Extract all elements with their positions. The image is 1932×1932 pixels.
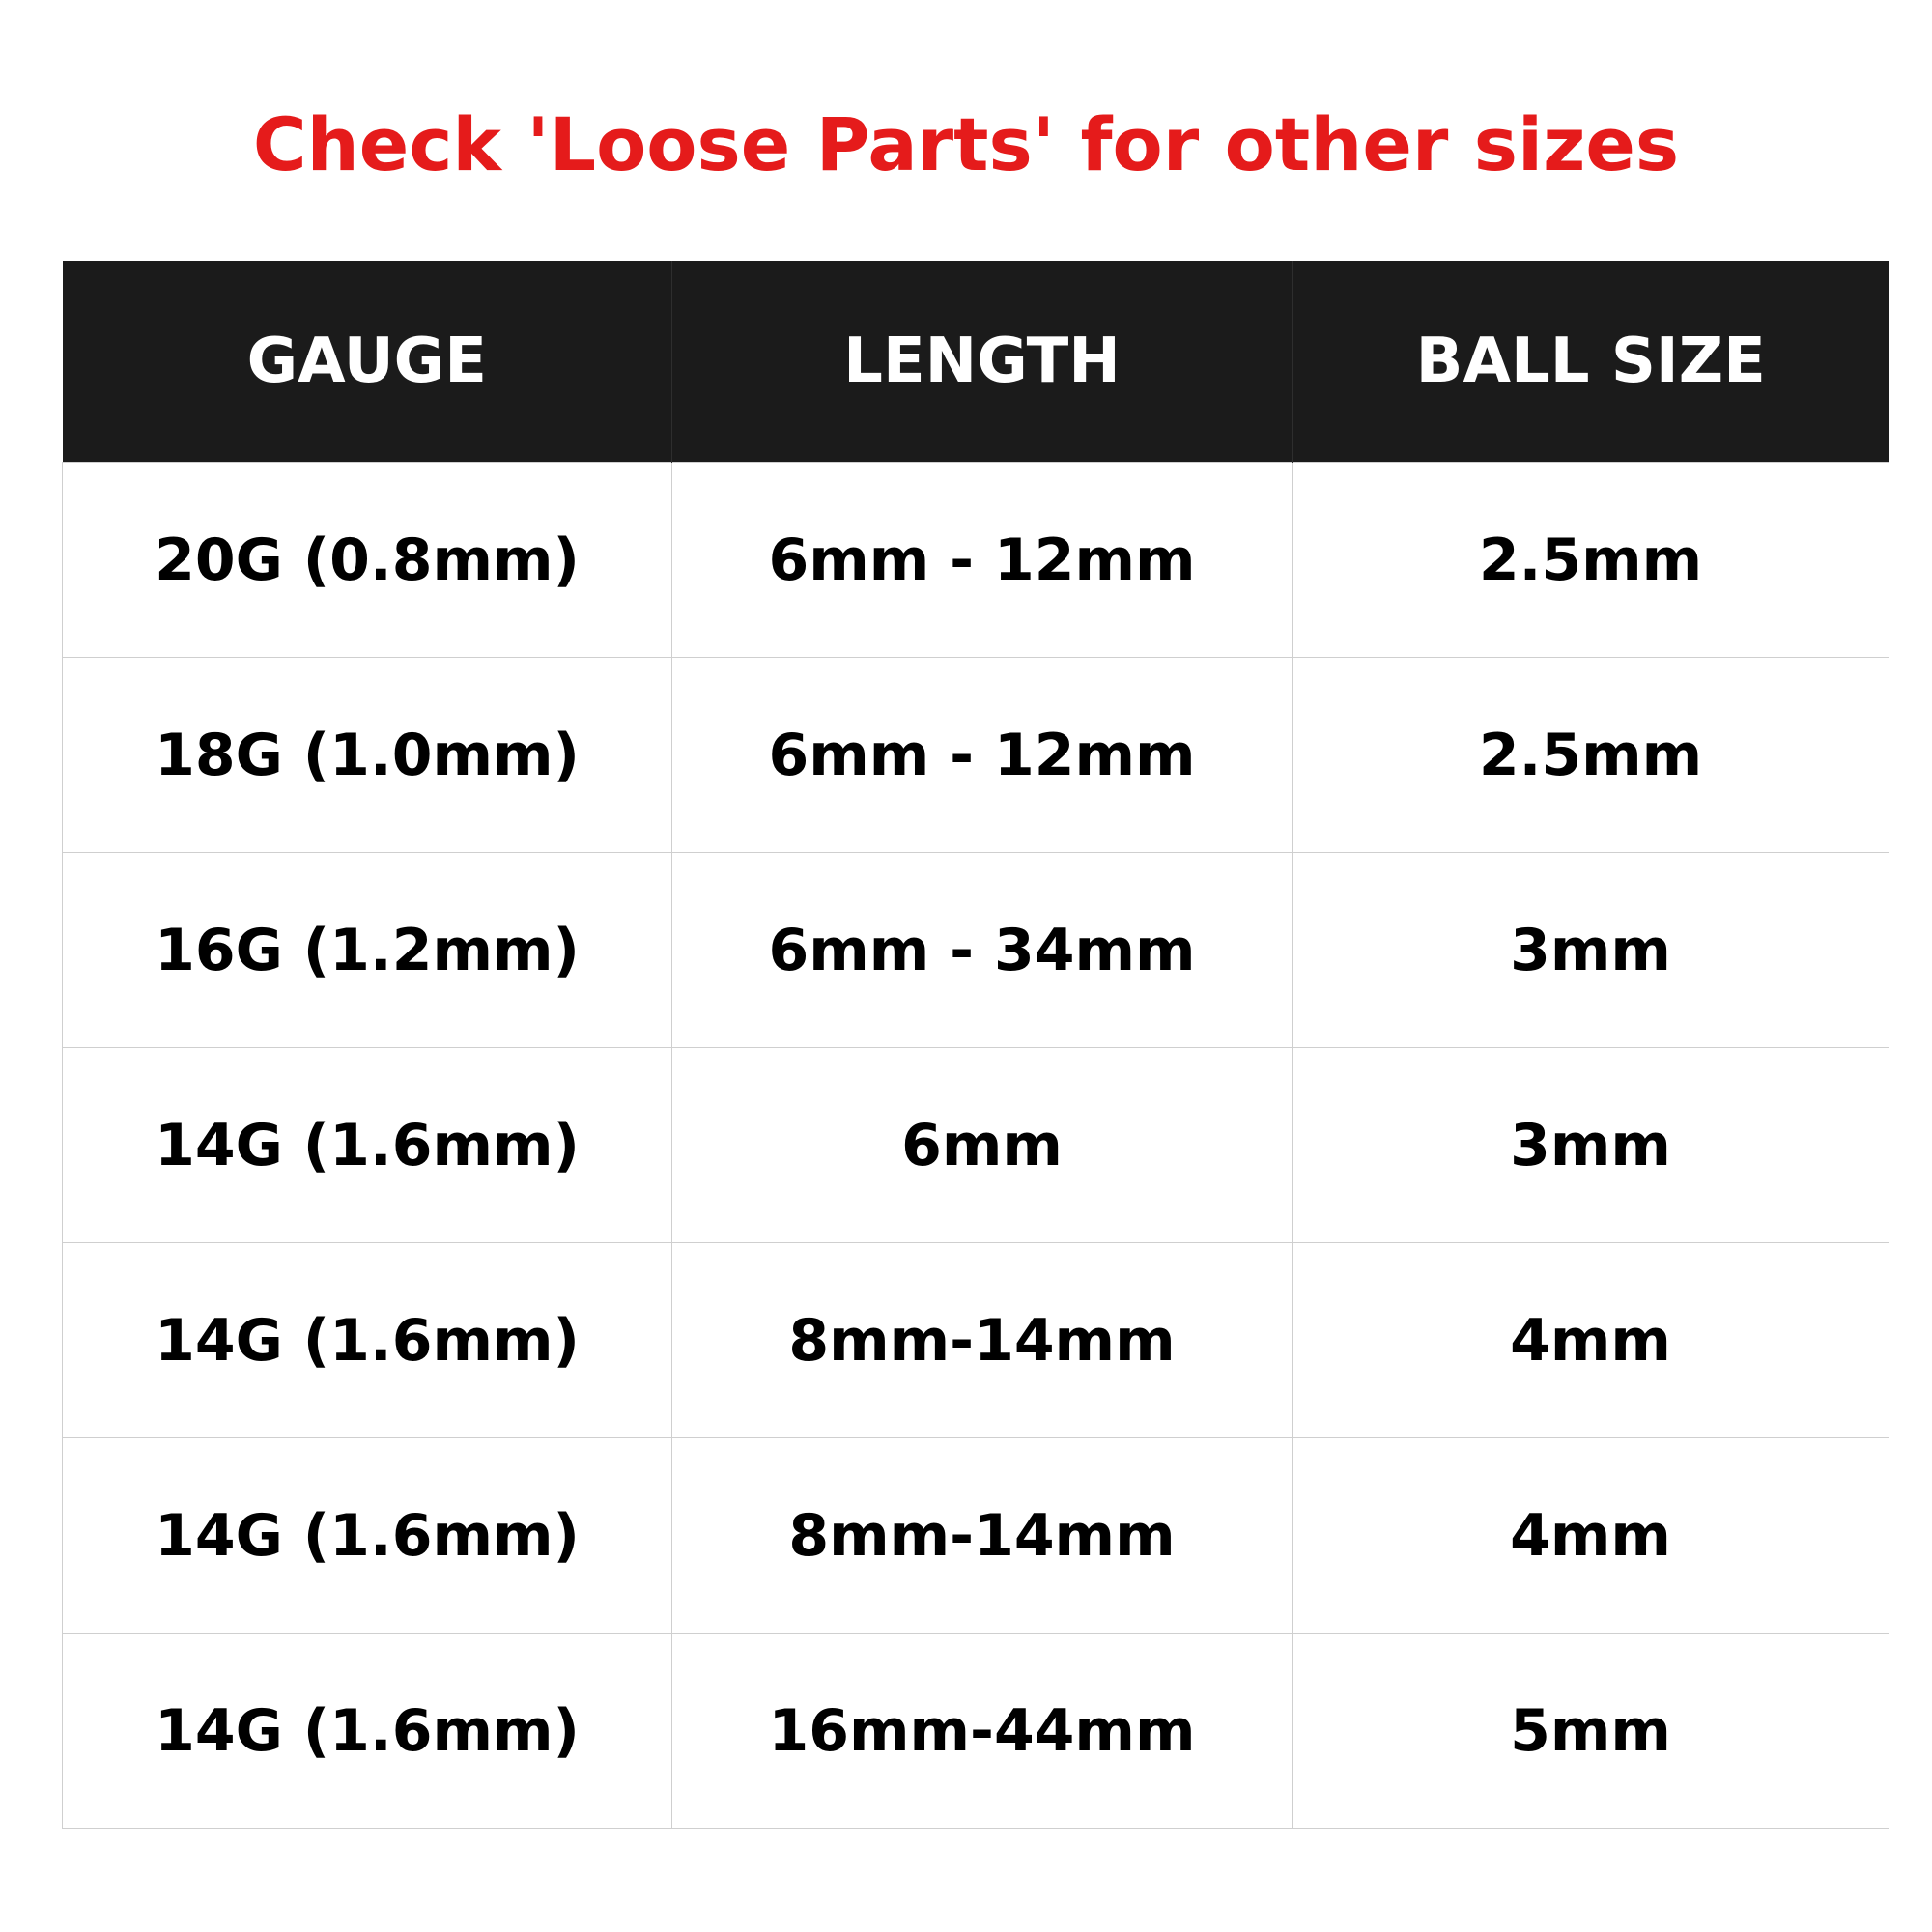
cell-length: 16mm-44mm [672,1634,1293,1829]
table-row [63,1048,1889,1243]
table-row [63,853,1889,1048]
cell-length: 6mm - 34mm [672,853,1293,1048]
cell-gauge: 18G (1.0mm) [63,658,672,853]
size-table [62,261,1889,1829]
table-row [63,1634,1889,1829]
table-header-row [63,261,1889,463]
table-row [63,1438,1889,1634]
header-length: LENGTH [672,261,1293,463]
cell-ball-size: 4mm [1293,1438,1889,1634]
cell-ball-size: 2.5mm [1293,463,1889,658]
cell-ball-size: 3mm [1293,1048,1889,1243]
table-row [63,1243,1889,1438]
cell-length: 8mm-14mm [672,1243,1293,1438]
cell-gauge: 14G (1.6mm) [63,1048,672,1243]
table-row [63,463,1889,658]
header-ball-size: BALL SIZE [1293,261,1889,463]
header-gauge: GAUGE [63,261,672,463]
cell-gauge: 14G (1.6mm) [63,1243,672,1438]
cell-length: 6mm - 12mm [672,658,1293,853]
table-row [63,658,1889,853]
cell-ball-size: 3mm [1293,853,1889,1048]
cell-gauge: 14G (1.6mm) [63,1634,672,1829]
page-title: Check 'Loose Parts' for other sizes [252,101,1680,187]
cell-gauge: 20G (0.8mm) [63,463,672,658]
cell-gauge: 16G (1.2mm) [63,853,672,1048]
cell-length: 6mm - 12mm [672,463,1293,658]
cell-ball-size: 4mm [1293,1243,1889,1438]
cell-length: 6mm [672,1048,1293,1243]
cell-gauge: 14G (1.6mm) [63,1438,672,1634]
cell-ball-size: 5mm [1293,1634,1889,1829]
cell-length: 8mm-14mm [672,1438,1293,1634]
cell-ball-size: 2.5mm [1293,658,1889,853]
